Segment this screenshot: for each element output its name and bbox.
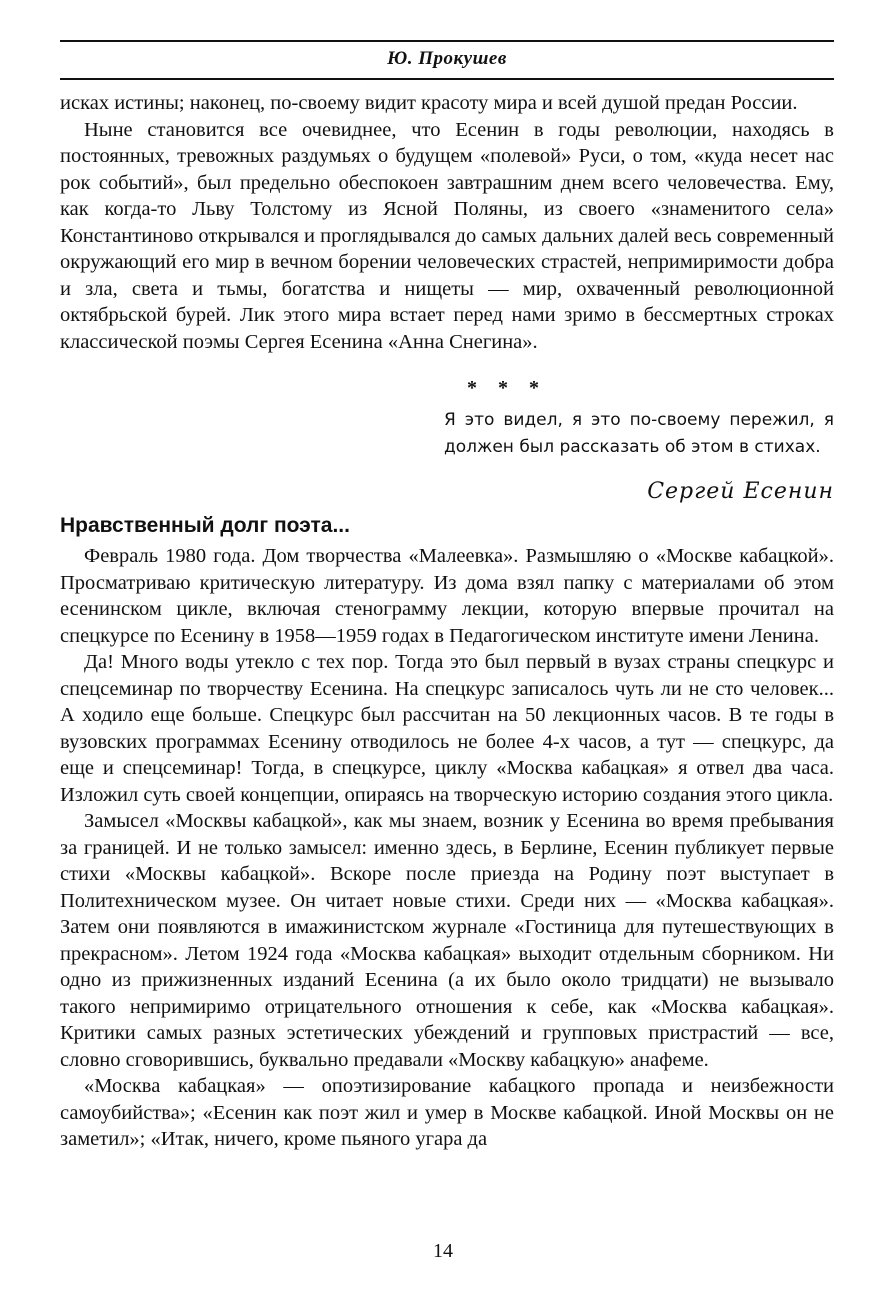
header-bottom-rule	[60, 78, 834, 80]
epigraph-signature: Сергей Есенин	[647, 479, 834, 504]
epigraph-text: Я это видел, я это по-своему пережил, я должен был рассказать об этом в стихах.	[444, 410, 834, 457]
paragraph-revolution: Ныне становится все очевиднее, что Есенин в годы революции, находясь в постоянных, тревожных раздумьях о будущем «полевой» Руси, о том, «куда несет нас рок событий», был предельно обеспокоен завтрашним днем всего человечества. Ему, как когда-то Льву Толстому из Ясной Поляны, из своего «знаменитого села» Константиново открывался и проглядывался до самых дальних далей весь современный окружающий его мир в вечном борении человеческих страстей, непримиримости добра и зла, света и тьмы, богатства и нищеты — мир, охваченный революционной октябрьской бурей. Лик этого мира встает перед нами зримо в бессмертных строках классической поэмы Сергея Есенина «Анна Снегина».	[60, 118, 834, 353]
book-page	[60, 40, 834, 1153]
paragraph-idea: Замысел «Москвы кабацкой», как мы знаем, возник у Есенина во время пребывания за границей. И не только замысел: именно здесь, в Берлине, Есенин публикует первые стихи «Москвы кабацкой». Вскоре после приезда на Родину поэт выступает в Политехническом музее. Он читает новые стихи. Среди них — «Москва кабацкая». Затем они появляются в имажинистском журнале «Гостиница для путешествующих в прекрасном». Летом 1924 года «Москва кабацкая» выходит отдельным сборником. Ни одно из прижизненных изданий Есенина (а их было около тридцати) не вызывало такого непримиримо отрицательного отношения к себе, как «Москва кабацкая». Критики самых разных эстетических убеждений и групповых пристрастий — все, словно сговорившись, буквально предавали «Москву кабацкую» анафеме.	[60, 810, 834, 1071]
page-number: 14	[433, 1240, 453, 1262]
paragraph-continuation: исках истины; наконец, по-своему видит красоту мира и всей душой предан России.	[60, 92, 798, 114]
paragraph-critics-quotes: «Москва кабацкая» — опоэтизирование кабацкого пропада и неизбежности самоубийства»; «Есенин как поэт жил и умер в Москве кабацкой. Иной Москвы он не заметил»; «Итак, ничего, кроме пьяного угара да	[60, 1075, 834, 1150]
paragraph-february: Февраль 1980 года. Дом творчества «Малеевка». Размышляю о «Москве кабацкой». Просматриваю критическую литературу. Из дома взял папку с материалами об этом есенинском цикле, включая стенограмму лекции, которую впервые прочитал на спецкурсе по Есенину в 1958—1959 годах в Педагогическом институте имени Ленина.	[60, 545, 834, 647]
section-separator: * * *	[467, 377, 547, 399]
section-title: Нравственный долг поэта...	[60, 514, 350, 537]
running-head: Ю. Прокушев	[387, 48, 507, 69]
paragraph-special-course: Да! Много воды утекло с тех пор. Тогда это был первый в вузах страны спецкурс и спецсеминар по творчеству Есенина. На спецкурс записалось чуть ли не сто человек... А ходило еще больше. Спецкурс был рассчитан на 50 лекционных часов. В те годы в вузовских программах Есенину отводилось не более 4-х часов, а тут — спецкурс, да еще и спецсеминар! Тогда, в спецкурсе, циклу «Москва кабацкая» я отвел два часа. Изложил суть своей концепции, опираясь на творческую историю создания этого цикла.	[60, 651, 834, 806]
